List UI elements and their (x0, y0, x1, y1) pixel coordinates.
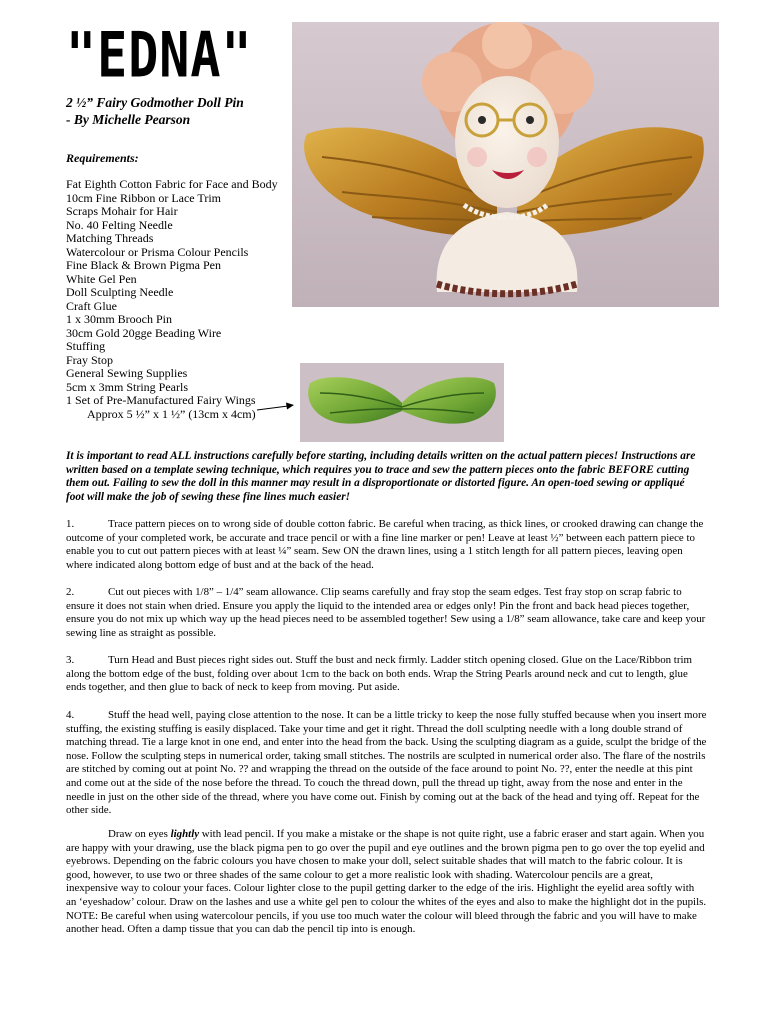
step-text: Stuff the head well, paying close attention to the nose. It can be a little tricky to keep the nose fully stuffed because when you insert more stuffing, the existing stuffing is easily displaced. Take your time and get it right. Thread the doll sculpting needle with a long double strand of matching thread. Tie a large knot in one end, and enter into the head from the back. Using the sculpting diagram as a guide, sculpt the bridge of the nose. Follow the sculpting steps in numerical order, taking small stitches. The nostrils are sculpted in numerical order also. The flare of the nostrils are stitched by coming out at point No. ?? and wrapping the thread on the outside of the face around to point No. ??, enter the needle at this pint and come out at the side of the nose before the thread. To couch the thread down, pull the thread up tight, away from the nose and enter in the needle in just on the other side of the thread, where you have come out. Finish by coming out at the back of the head and tying off. Repeat for the other side. (66, 709, 707, 817)
fairy-wings-photo (300, 363, 504, 442)
requirement-item: Fine Black & Brown Pigma Pen (66, 258, 221, 272)
requirement-item: 10cm Fine Ribbon or Lace Trim (66, 190, 221, 205)
step-number: 4. (66, 709, 75, 721)
eyes-text-rest: with lead pencil. If you make a mistake or the shape is not quite right, use a fabric eraser and start again. When you are happy with your drawing, use the black pigma pen to go over the pupil and eye outlines and the brown pigma pen to go over the top eyelid and eyebrows. Depending on the fabric colours you have chosen to make your doll, select suitable shades that will match to the fabric colour. It is good, however, to use two or three shades of the same colour to get a more realistic look with shading. Watercolour pencils are a great, inexpensive way to colour your faces. Colour lighter close to the pupil getting darker to the edge of the iris. Highlight the eyelid area softly with an ‘eyeshadow’ colour. Draw on the lashes and use a white gel pen to colour the whites of the eyes and also to make the highlight dot in the pupils. NOTE: Be careful when using watercolour pencils, if you use too much water the colour will bleed through the fabric and you will have to make another head. Often a damp tissue that you can dab the pencil tip into is enough. (66, 828, 707, 936)
eyes-text-emphasis: lightly (170, 828, 200, 840)
requirement-item: Fray Stop (66, 352, 114, 367)
step-4 (66, 709, 707, 818)
arrow-right-icon (256, 402, 296, 414)
requirement-item: Fat Eighth Cotton Fabric for Face and Body (66, 177, 278, 191)
doll-pin-photo (292, 22, 719, 307)
doc-title: "EDNA" (66, 19, 253, 92)
subtitle-line-1: 2 ½” Fairy Godmother Doll Pin (66, 95, 244, 110)
requirement-item: Scraps Mohair for Hair (66, 204, 178, 218)
requirement-item: Doll Sculpting Needle (66, 285, 174, 299)
requirement-item: 1 Set of Pre-Manufactured Fairy Wings (66, 393, 256, 407)
requirement-item: Stuffing (66, 339, 106, 353)
subtitle-line-2: - By Michelle Pearson (66, 112, 191, 127)
warning-paragraph: It is important to read ALL instructions carefully before starting, including details written on the actual pattern pieces! Instructions are written based on a template sewing technique, which requires you to trace and sew the pattern pieces onto the fabric BEFORE cutting them out. Failing to sew the doll in this manner may result in a disproportionate or distorted figure. An open-toed sewing or appliqué foot will make the job of sewing these fine lines much easier! (66, 450, 696, 503)
step-number: 1. (66, 518, 75, 530)
eyes-text-start: Draw on eyes (108, 828, 171, 840)
wings-size-note: Approx 5 ½” x 1 ½” (13cm x 4cm) (87, 407, 256, 421)
eyes-paragraph (66, 828, 707, 937)
step-3 (66, 654, 707, 695)
requirement-item: 30cm Gold 20gge Beading Wire (66, 325, 222, 340)
requirements-heading: Requirements: (66, 151, 139, 165)
requirement-item: No. 40 Felting Needle (66, 217, 173, 232)
requirement-item: Watercolour or Prisma Colour Pencils (66, 244, 249, 259)
doc-subtitle (66, 94, 244, 128)
step-text: Trace pattern pieces on to wrong side of double cotton fabric. Be careful when tracing, as thick lines, or crooked drawing can change the outcome of your completed work, be accurate and trace pencil or with a fine line marker or pen! Leave at least ½” between each pattern piece to enable you to cut out pattern pieces with at least ¼” seam. Sew ON the drawn lines, using a 1 stitch length for all pattern pieces, leaving open where indicated along bottom edge of bust and at the back of the head. (66, 518, 704, 571)
step-number: 3. (66, 654, 75, 666)
step-text: Cut out pieces with 1/8” – 1/4” seam allowance. Clip seams carefully and fray stop the seam edges. Test fray stop on scrap fabric to ensure it does not stain when dried. Ensure you apply the liquid to the intended area or edges only! Pin the front and back head pieces together, ensure you do not mix up which way up the head pieces need to be assembled together! Sew using a 1/8” seam allowance, take care and keep your sewing line as straight as possible. (66, 586, 706, 639)
step-number: 2. (66, 586, 75, 598)
requirement-item: General Sewing Supplies (66, 366, 188, 380)
step-text: Turn Head and Bust pieces right sides out. Stuff the bust and neck firmly. Ladder stitch opening closed. Glue on the Lace/Ribbon trim along the bottom edge of the bust, folding over about 1cm to the back on both ends. Wrap the String Pearls around neck and cut to length, glue ends together, and then glue to back of neck to keep from moving. Put aside. (66, 654, 692, 694)
step-1 (66, 518, 707, 572)
requirement-item: 5cm x 3mm String Pearls (66, 379, 188, 394)
requirement-item: 1 x 30mm Brooch Pin (66, 312, 173, 326)
requirement-item: Craft Glue (66, 298, 117, 313)
step-2 (66, 586, 707, 640)
requirement-item: Matching Threads (66, 231, 154, 245)
requirements-list (66, 178, 278, 408)
requirement-item: White Gel Pen (66, 271, 137, 286)
